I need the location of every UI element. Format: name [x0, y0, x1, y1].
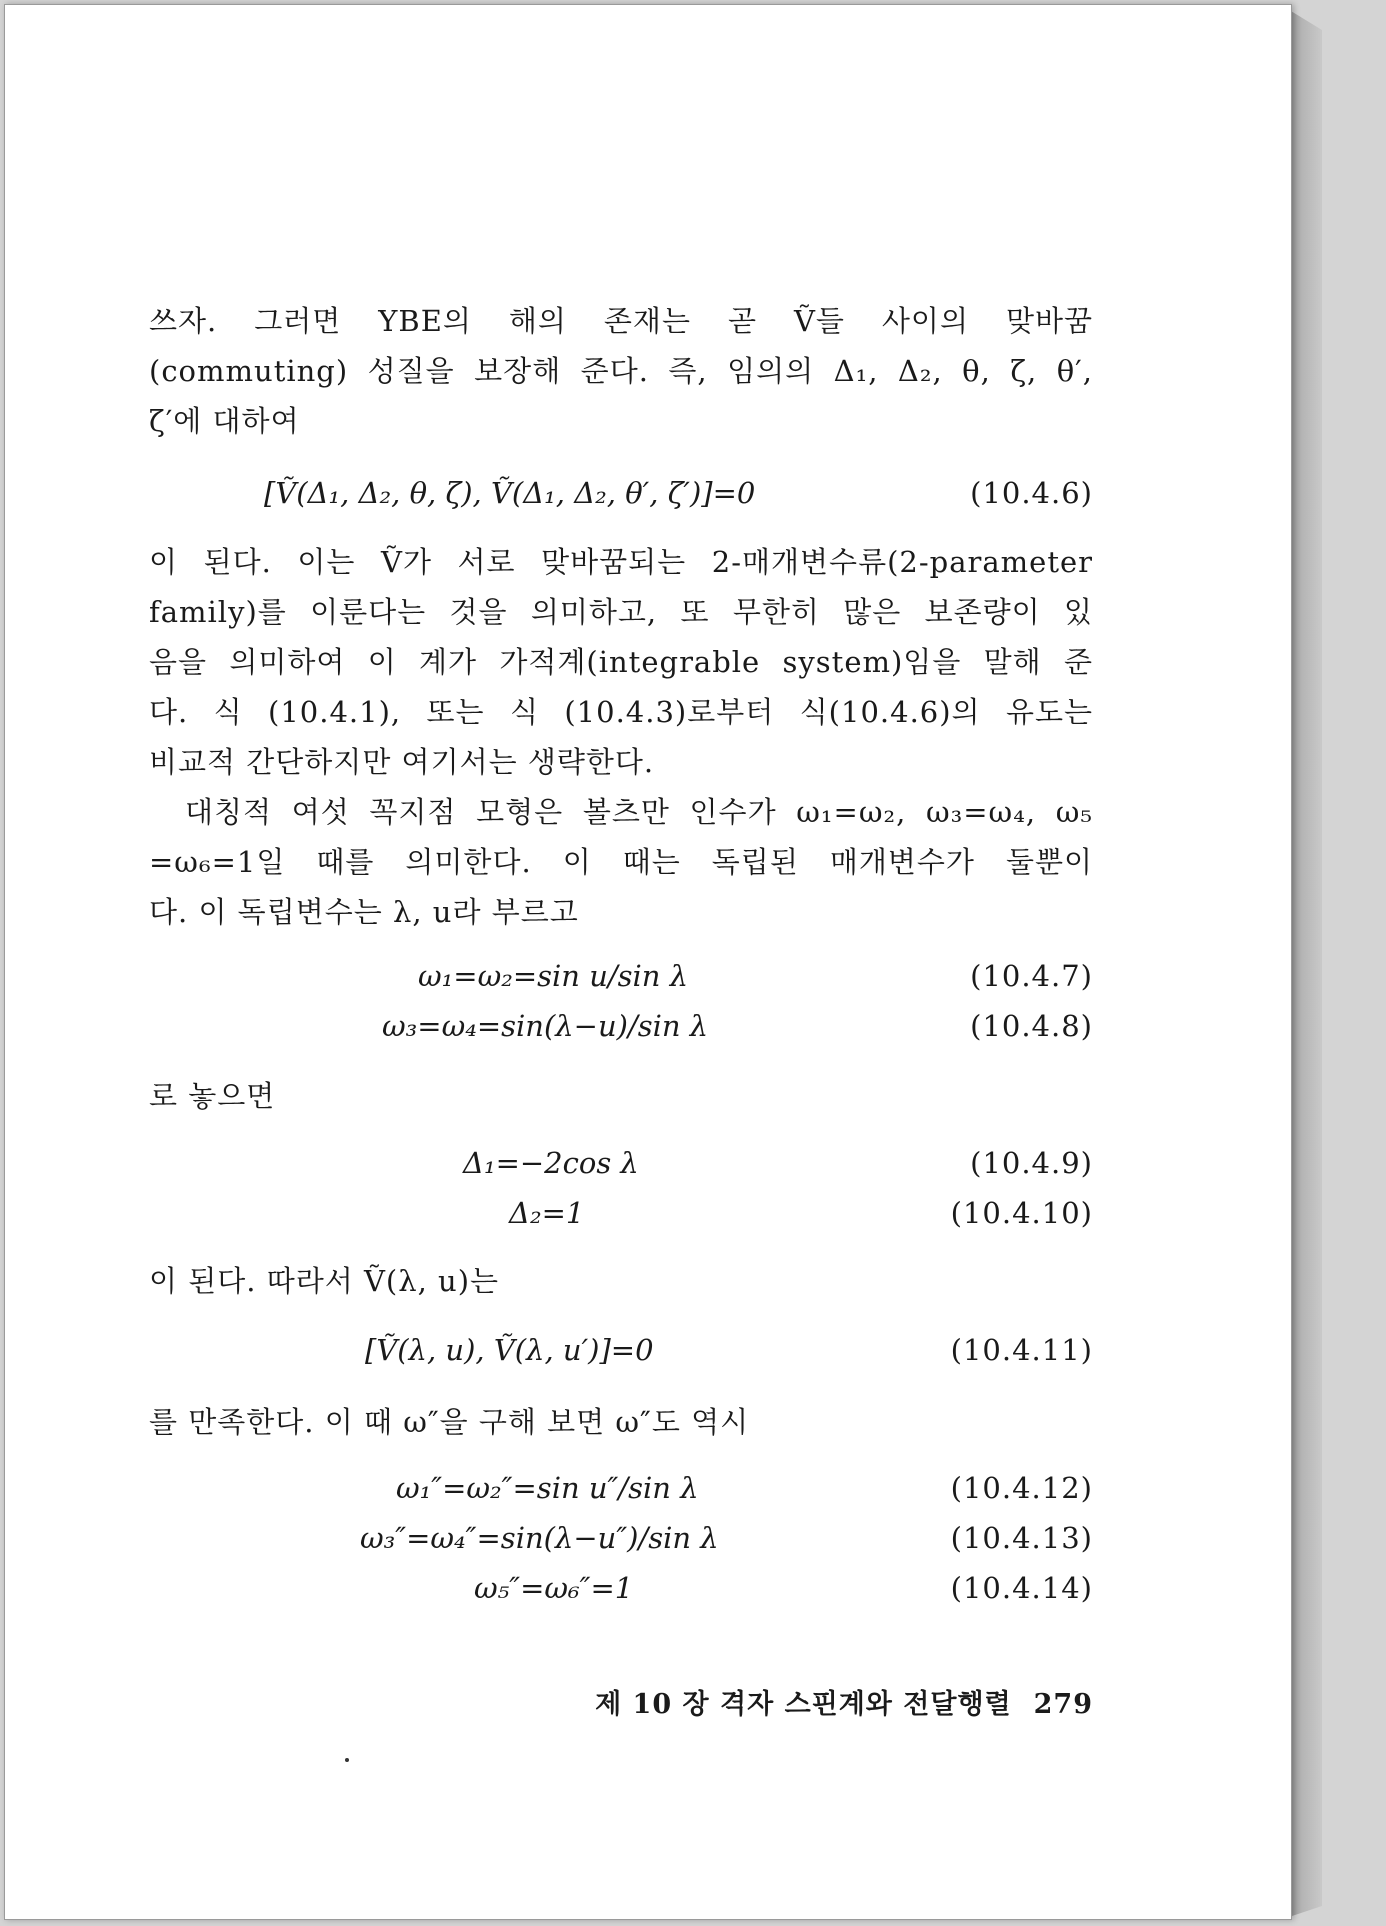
- equation-expression: [Ṽ(Δ₁, Δ₂, θ, ζ), Ṽ(Δ₁, Δ₂, θ′, ζ′)]=0: [264, 476, 756, 510]
- equation-10-4-14: [149, 1565, 1093, 1611]
- text-line: 다. 식 (10.4.1), 또는 식 (10.4.3)로부터 식(10.4.6)의 유도는: [149, 695, 1093, 729]
- text-line: 쓰자. 그러면 YBE의 해의 존재는 곧 Ṽ들 사이의 맞바꿈: [149, 304, 1093, 338]
- equation-10-4-11: [149, 1327, 1093, 1373]
- text-line: 비교적 간단하지만 여기서는 생략한다.: [149, 745, 655, 779]
- text-line: 대칭적 여섯 꼭지점 모형은 볼츠만 인수가 ω₁=ω₂, ω₃=ω₄, ω₅: [185, 795, 1093, 829]
- equation-number: (10.4.12): [950, 1471, 1093, 1505]
- equation-10-4-12: [149, 1465, 1093, 1511]
- text-line: 이 된다. 이는 Ṽ가 서로 맞바꿈되는 2-매개변수류(2-parameter: [149, 545, 1093, 579]
- text-line: ζ′에 대하여: [149, 404, 300, 438]
- equation-number: (10.4.10): [950, 1196, 1093, 1230]
- chapter-title: 제 10 장 격자 스핀계와 전달행렬: [595, 1689, 1012, 1720]
- equation-expression: [Ṽ(λ, u), Ṽ(λ, u′)]=0: [365, 1333, 654, 1367]
- equation-expression: Δ₁=−2cos λ: [463, 1146, 639, 1180]
- equation-number: (10.4.13): [950, 1521, 1093, 1555]
- page-content: [5, 5, 1291, 1919]
- equation-number: (10.4.7): [970, 959, 1093, 993]
- equation-number: (10.4.9): [970, 1146, 1093, 1180]
- equation-expression: ω₁″=ω₂″=sin u″/sin λ: [396, 1471, 699, 1505]
- equation-10-4-9: [149, 1140, 1093, 1186]
- text-line: family)를 이룬다는 것을 의미하고, 또 무한히 많은 보존량이 있: [149, 595, 1093, 629]
- page-number: 279: [1033, 1689, 1093, 1720]
- equation-10-4-8: [149, 1003, 1093, 1049]
- equation-expression: ω₅″=ω₆″=1: [474, 1571, 634, 1605]
- text-line: 로 놓으면: [149, 1079, 276, 1113]
- book-page: [4, 4, 1292, 1920]
- equation-10-4-6: [149, 470, 1093, 516]
- text-line: 다. 이 독립변수는 λ, u라 부르고: [149, 895, 579, 929]
- equation-number: (10.4.14): [950, 1571, 1093, 1605]
- running-footer: [595, 1682, 1093, 1721]
- text-line: 이 된다. 따라서 Ṽ(λ, u)는: [149, 1264, 500, 1298]
- text-line: 음을 의미하여 이 계가 가적계(integrable system)임을 말해 준: [149, 645, 1093, 679]
- speck-mark: [345, 1758, 349, 1762]
- equation-expression: ω₁=ω₂=sin u/sin λ: [418, 959, 689, 993]
- equation-number: (10.4.11): [950, 1333, 1093, 1367]
- text-line: =ω₆=1일 때를 의미한다. 이 때는 독립된 매개변수가 둘뿐이: [149, 845, 1093, 879]
- equation-10-4-7: [149, 953, 1093, 999]
- text-line: (commuting) 성질을 보장해 준다. 즉, 임의의 Δ₁, Δ₂, θ, ζ, θ′,: [149, 354, 1093, 388]
- text-line: 를 만족한다. 이 때 ω″을 구해 보면 ω″도 역시: [149, 1405, 750, 1439]
- equation-number: (10.4.8): [970, 1009, 1093, 1043]
- equation-10-4-10: [149, 1190, 1093, 1236]
- equation-expression: Δ₂=1: [509, 1196, 585, 1230]
- equation-expression: ω₃″=ω₄″=sin(λ−u″)/sin λ: [360, 1521, 719, 1555]
- equation-number: (10.4.6): [970, 476, 1093, 510]
- equation-expression: ω₃=ω₄=sin(λ−u)/sin λ: [382, 1009, 709, 1043]
- equation-10-4-13: [149, 1515, 1093, 1561]
